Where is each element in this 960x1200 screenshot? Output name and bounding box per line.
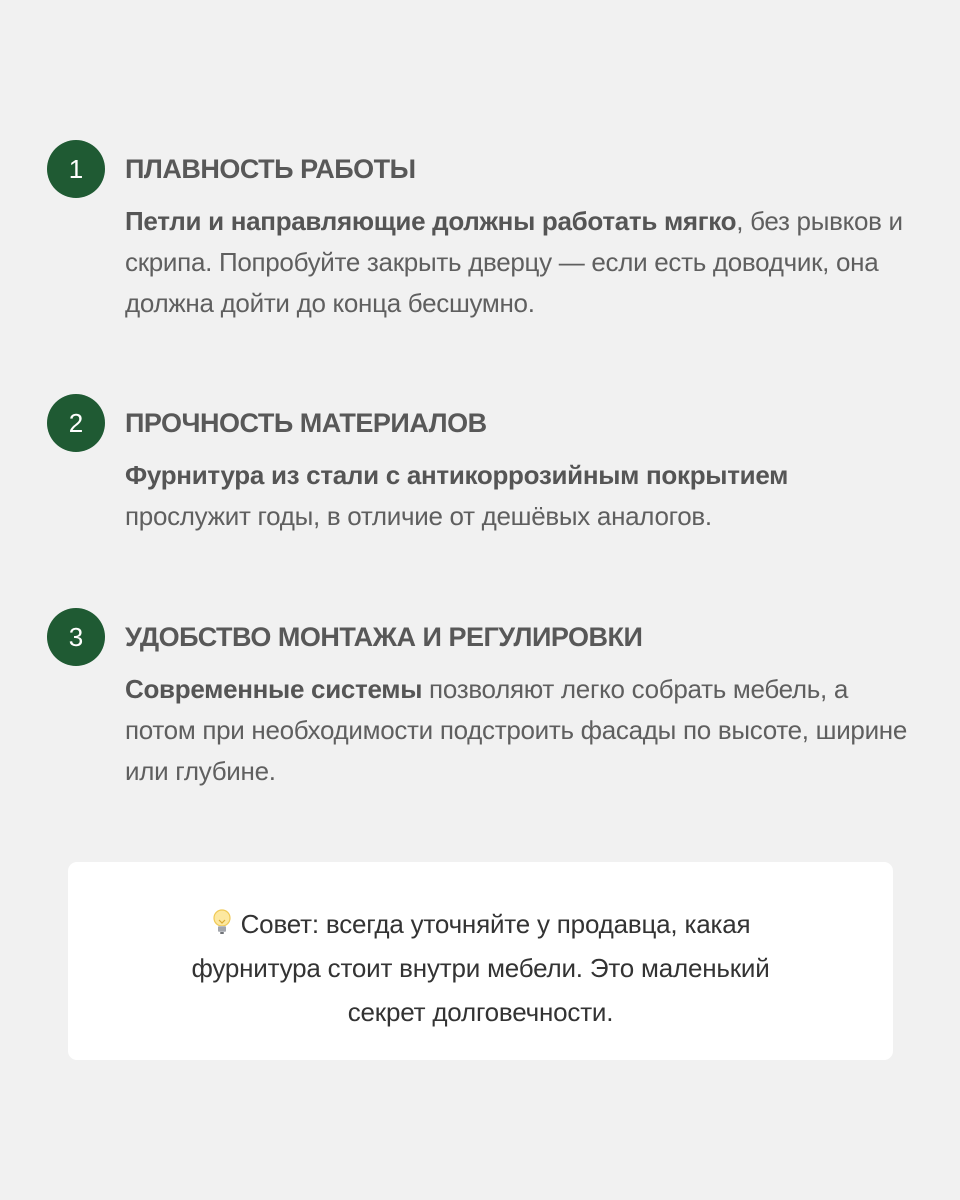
item-text xyxy=(125,455,915,537)
item-text-bold: Фурнитура из стали с антикоррозийным покрытием xyxy=(125,460,789,490)
lightbulb-icon xyxy=(211,908,233,938)
list-item-content xyxy=(125,394,915,537)
item-text xyxy=(125,669,915,792)
item-text xyxy=(125,201,915,324)
item-text-rest: , без рывков и скрипа. Попробуйте закрыть дверцу — если есть доводчик, она должна дойти до конца бесшумно. xyxy=(125,206,903,318)
tip-card xyxy=(68,862,893,1060)
item-text-bold: Петли и направляющие должны работать мягко xyxy=(125,206,737,236)
step-number-badge: 3 xyxy=(47,608,105,666)
list-item-content xyxy=(125,140,915,324)
step-number-badge: 2 xyxy=(47,394,105,452)
item-title: ПЛАВНОСТЬ РАБОТЫ xyxy=(125,154,416,184)
list-item-content xyxy=(125,608,915,792)
step-number-badge: 1 xyxy=(47,140,105,198)
item-title: УДОБСТВО МОНТАЖА И РЕГУЛИРОВКИ xyxy=(125,622,643,652)
item-text-bold: Современные системы xyxy=(125,674,423,704)
tip-text: Совет: всегда уточняйте у продавца, какая фурнитура стоит внутри мебели. Это маленький секрет долговечности. xyxy=(191,909,770,1027)
item-text-rest: прослужит годы, в отличие от дешёвых аналогов. xyxy=(125,501,712,531)
item-text-rest: позволяют легко собрать мебель, а потом при необходимости подстроить фасады по высоте, ширине или глубине. xyxy=(125,674,908,786)
item-title: ПРОЧНОСТЬ МАТЕРИАЛОВ xyxy=(125,408,487,438)
